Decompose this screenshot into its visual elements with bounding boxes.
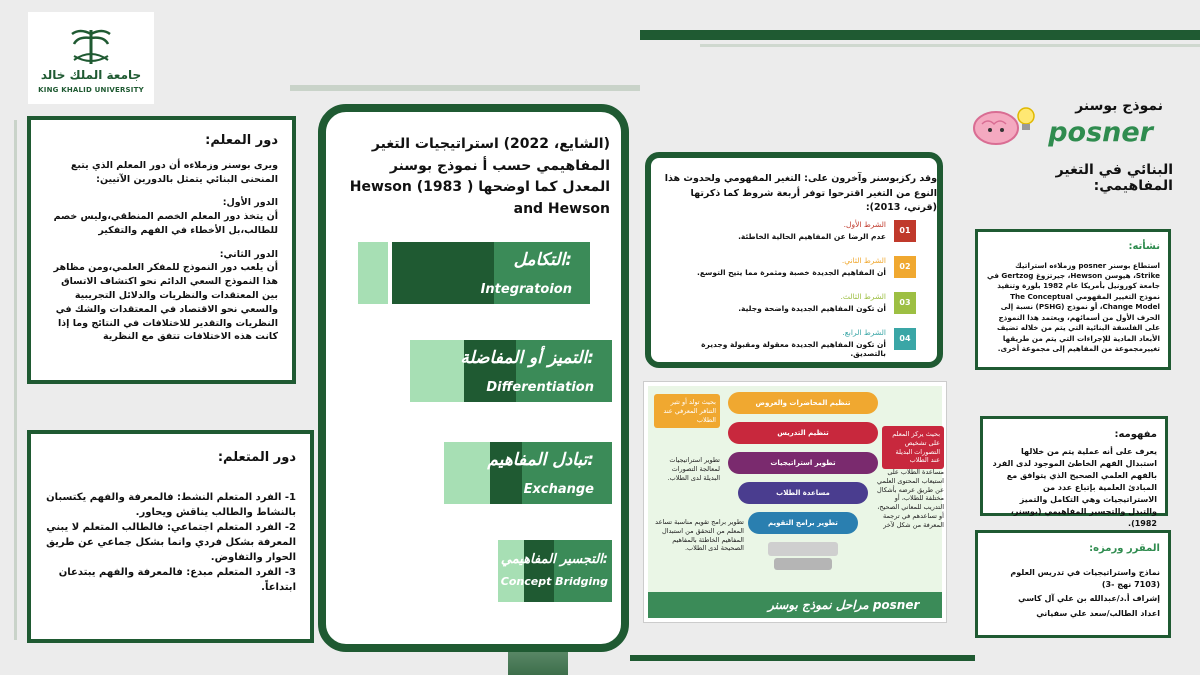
- stages-title: مراحل نموذج بوسنر posner: [768, 598, 920, 612]
- strategies-panel: [318, 104, 629, 652]
- stage-bar: تنظيم المحاضرات والعروض: [728, 392, 878, 414]
- course-card: [975, 530, 1171, 638]
- learner-item: 1- الفرد المتعلم النشط: فالمعرفة والفهم يكتسبان بالنشاط والطالب يناقش ويحاور.: [46, 491, 296, 518]
- condition-number: 02: [894, 256, 916, 278]
- stage-bar: مساعدة الطلاب: [738, 482, 868, 504]
- stage-bar: تنظيم التدريس: [728, 422, 878, 444]
- logo-english-name: KING KHALID UNIVERSITY: [38, 86, 144, 94]
- conditions-steps: [681, 218, 931, 366]
- strategy-label-ar: التجسير المفاهيمي:: [500, 552, 608, 567]
- logo-arabic-name: جامعة الملك خالد: [40, 68, 142, 82]
- teacher-role-card: [27, 116, 296, 384]
- role2-title: الدور الثاني:: [219, 248, 278, 260]
- university-logo: [28, 12, 154, 104]
- condition-step: [681, 290, 916, 322]
- strategy-label-ar: التميز أو المفاضلة:: [460, 348, 594, 368]
- middle-strip: [290, 85, 640, 91]
- posner-title-block: [1000, 90, 1175, 200]
- condition-step: [681, 326, 916, 358]
- stage-caption: مساعدة الطلاب على استيعاب المحتوى العلمي عن طريق عرضه بأشكال مختلفة للطلاب، أو التدريب للمعاني الصحيح، أو تساعدهم في ترجمة المعرفة من شكل لآخر: [876, 468, 944, 529]
- condition-number: 01: [894, 220, 916, 242]
- concept-title: مفهومه:: [1114, 429, 1157, 440]
- history-card: [975, 229, 1171, 370]
- posner-stages-diagram: [644, 382, 946, 622]
- posner-title-line2: posner: [1048, 117, 1153, 148]
- posner-title-line1: نموذج بوسنر: [1075, 98, 1163, 114]
- learner-title: دور المتعلم:: [217, 450, 296, 465]
- stage-caption: بحيث تولد أو تثير التنافر المعرفي عند الطلاب: [654, 394, 720, 428]
- course-item: إشراف أ.د/عبدالله بن علي آل كاسي: [1018, 594, 1160, 604]
- condition-name: الشرط الثالث.: [840, 292, 886, 301]
- condition-name: الشرط الثاني.: [841, 256, 886, 265]
- history-title: نشأته:: [1128, 241, 1160, 252]
- condition-text: أن المفاهيم الجديدة خصبة ومثمرة مما يتيح التوسع.: [697, 268, 886, 277]
- posner-title-line3: البنائي في التغير المفاهيمي:: [1055, 162, 1173, 194]
- strategy-label-ar: التكامل:: [513, 250, 572, 270]
- strategy-label-en: Concept Bridging: [500, 575, 608, 588]
- concept-text: يعرف على أنه عملية يتم من خلالها استبدال الفهم الخاطئ الموجود لدى الفرد بالفهم العلمي الصحيح الذي يتوافق مع المبادئ العلمية بإتباع عدد من الاستراتيجيات وهي التكامل والتميز والتبدل والتجسير المفاهيمي (بوسنر، 1982).: [992, 447, 1157, 528]
- bulb-base: [774, 558, 832, 570]
- condition-number: 03: [894, 292, 916, 314]
- strategy-label-en: Differentiation: [486, 380, 594, 395]
- strategies-heading: (الشايع، 2022) استراتيجيات التغير المفاهيمي حسب أ نموذج بوسنر المعدل كما اوضحها ( 1983) Hewson and Hewson: [349, 136, 610, 218]
- learner-item: 2- الفرد المتعلم اجتماعي: فالطالب المتعلم لا يبني المعرفة بشكل فردي وانما بشكل جماعي عن طريق الحوار والتفاوض.: [46, 521, 296, 563]
- course-item: اعداد الطالب/سعد علي سفياني: [1036, 608, 1160, 618]
- condition-name: الشرط الرابع.: [842, 328, 886, 337]
- bulb-base: [768, 542, 838, 556]
- history-text: استطاع بوسنر posner وزملاءه استراتيك Strike، هيوسن Hewson، جيرتزوغ Gertzog في جامعة كورونيل بأمريكا عام 1982 بلورة وتنفيذ نموذج التغيير المفهومي The Conceptual Change Model، أو نموذج (PSHG) نسبة إلى الحرف الأول من أسمائهم، ويعتمد هذا النموذج على الفلسفة البنائية التي يتم من خلاله تضيف الأبعاد المادية للإجراءات التي يتم من طريقها تغييرمجموعة من المفاهيم إلى مجموعة أخرى.: [986, 260, 1160, 353]
- stage-caption: تطوير استراتيجيات لمعالجة التصورات البديلة لدى الطلاب.: [667, 456, 720, 482]
- top-strip-right: [640, 30, 1200, 40]
- strategy-band-bridging: [498, 540, 612, 602]
- concept-card: [980, 416, 1168, 528]
- stage-caption: تطوير برامج تقويم مناسبة تساعد المعلم من التحقق من استبدال المفاهيم الخاطئة بالمفاهيم الصحيحة لدى الطلاب.: [655, 518, 744, 553]
- stage-caption: بحيث يركز المعلم على تشخيص التصورات البديلة عند الطلاب: [882, 426, 944, 469]
- role1-title: الدور الأول:: [222, 197, 278, 209]
- strategy-label-ar: تبادل المفاهيم:: [487, 450, 594, 470]
- teacher-title: دور المعلم:: [205, 133, 278, 148]
- condition-number: 04: [894, 328, 916, 350]
- conditions-intro: وقد رکزبوسنر وآخرون على: التغير المفهومي ولحدوث هذا النوع من التغير اقترحوا توفر أربعة شروط كما ذكرتها (قرني، 2013):: [664, 173, 937, 214]
- condition-name: الشرط الأول.: [843, 220, 886, 229]
- strategy-label-en: Exchange: [523, 482, 594, 497]
- strategy-band-differentiation: [410, 340, 612, 402]
- palm-swords-emblem-icon: [66, 26, 116, 66]
- stage-bar: تطوير برامج التقويم: [748, 512, 858, 534]
- strategy-label-en: Integratoion: [480, 282, 572, 297]
- stage-bar: تطوير استراتيجيات: [728, 452, 878, 474]
- role2-text: أن يلعب دور النموذج للمفكر العلمي،ومن مظاهر هذا النموذج السعي الدائم نحو اكتشاف الاتساق بين المعتقدات والنظريات والدلائل التجريبية والسعي نحو الاقتصاد في المعتقدات والشك في النظريات والتقدير للاختلافات في النتائج وما إذا كانت هذه الاختلافات تتفق مع النظرية: [53, 262, 278, 343]
- course-title: المقرر ورمزه:: [1089, 543, 1160, 554]
- teacher-intro: ويرى بوسنر وزملاءه أن دور المعلم الذي يتبع المنحنى البنائي يتمثل بالدورين الآتيين:: [70, 159, 278, 185]
- learner-item: 3- الفرد المتعلم مبدع: فالمعرفة والفهم يبتدعان ابتداعاً.: [58, 566, 296, 593]
- course-item: نماذج واستراتيجيات في تدريس العلوم (7103 نهج -3): [1010, 567, 1160, 589]
- strategy-band-integration: [358, 242, 590, 304]
- condition-step: [681, 254, 916, 286]
- role1-text: أن يتخذ دور المعلم الخصم المنطقي،وليس خصم للطالب،بل الأخطاء في الفهم والتفكير: [53, 211, 278, 236]
- condition-step: [681, 218, 916, 250]
- condition-text: أن تكون المفاهيم الجديدة معقولة ومقبولة وجديرة بالتصديق.: [701, 340, 886, 358]
- bottom-strip: [630, 655, 975, 661]
- condition-text: عدم الرضا عن المفاهيم الحالية الخاطئة.: [738, 232, 886, 241]
- learner-role-card: [27, 430, 314, 643]
- condition-text: أن تكون المفاهيم الجديدة واضحة وجلية.: [738, 304, 886, 313]
- left-vertical-line: [14, 120, 17, 640]
- top-strip-right-thin: [700, 44, 1200, 47]
- strategy-band-exchange: [444, 442, 612, 504]
- conditions-card: [645, 152, 943, 368]
